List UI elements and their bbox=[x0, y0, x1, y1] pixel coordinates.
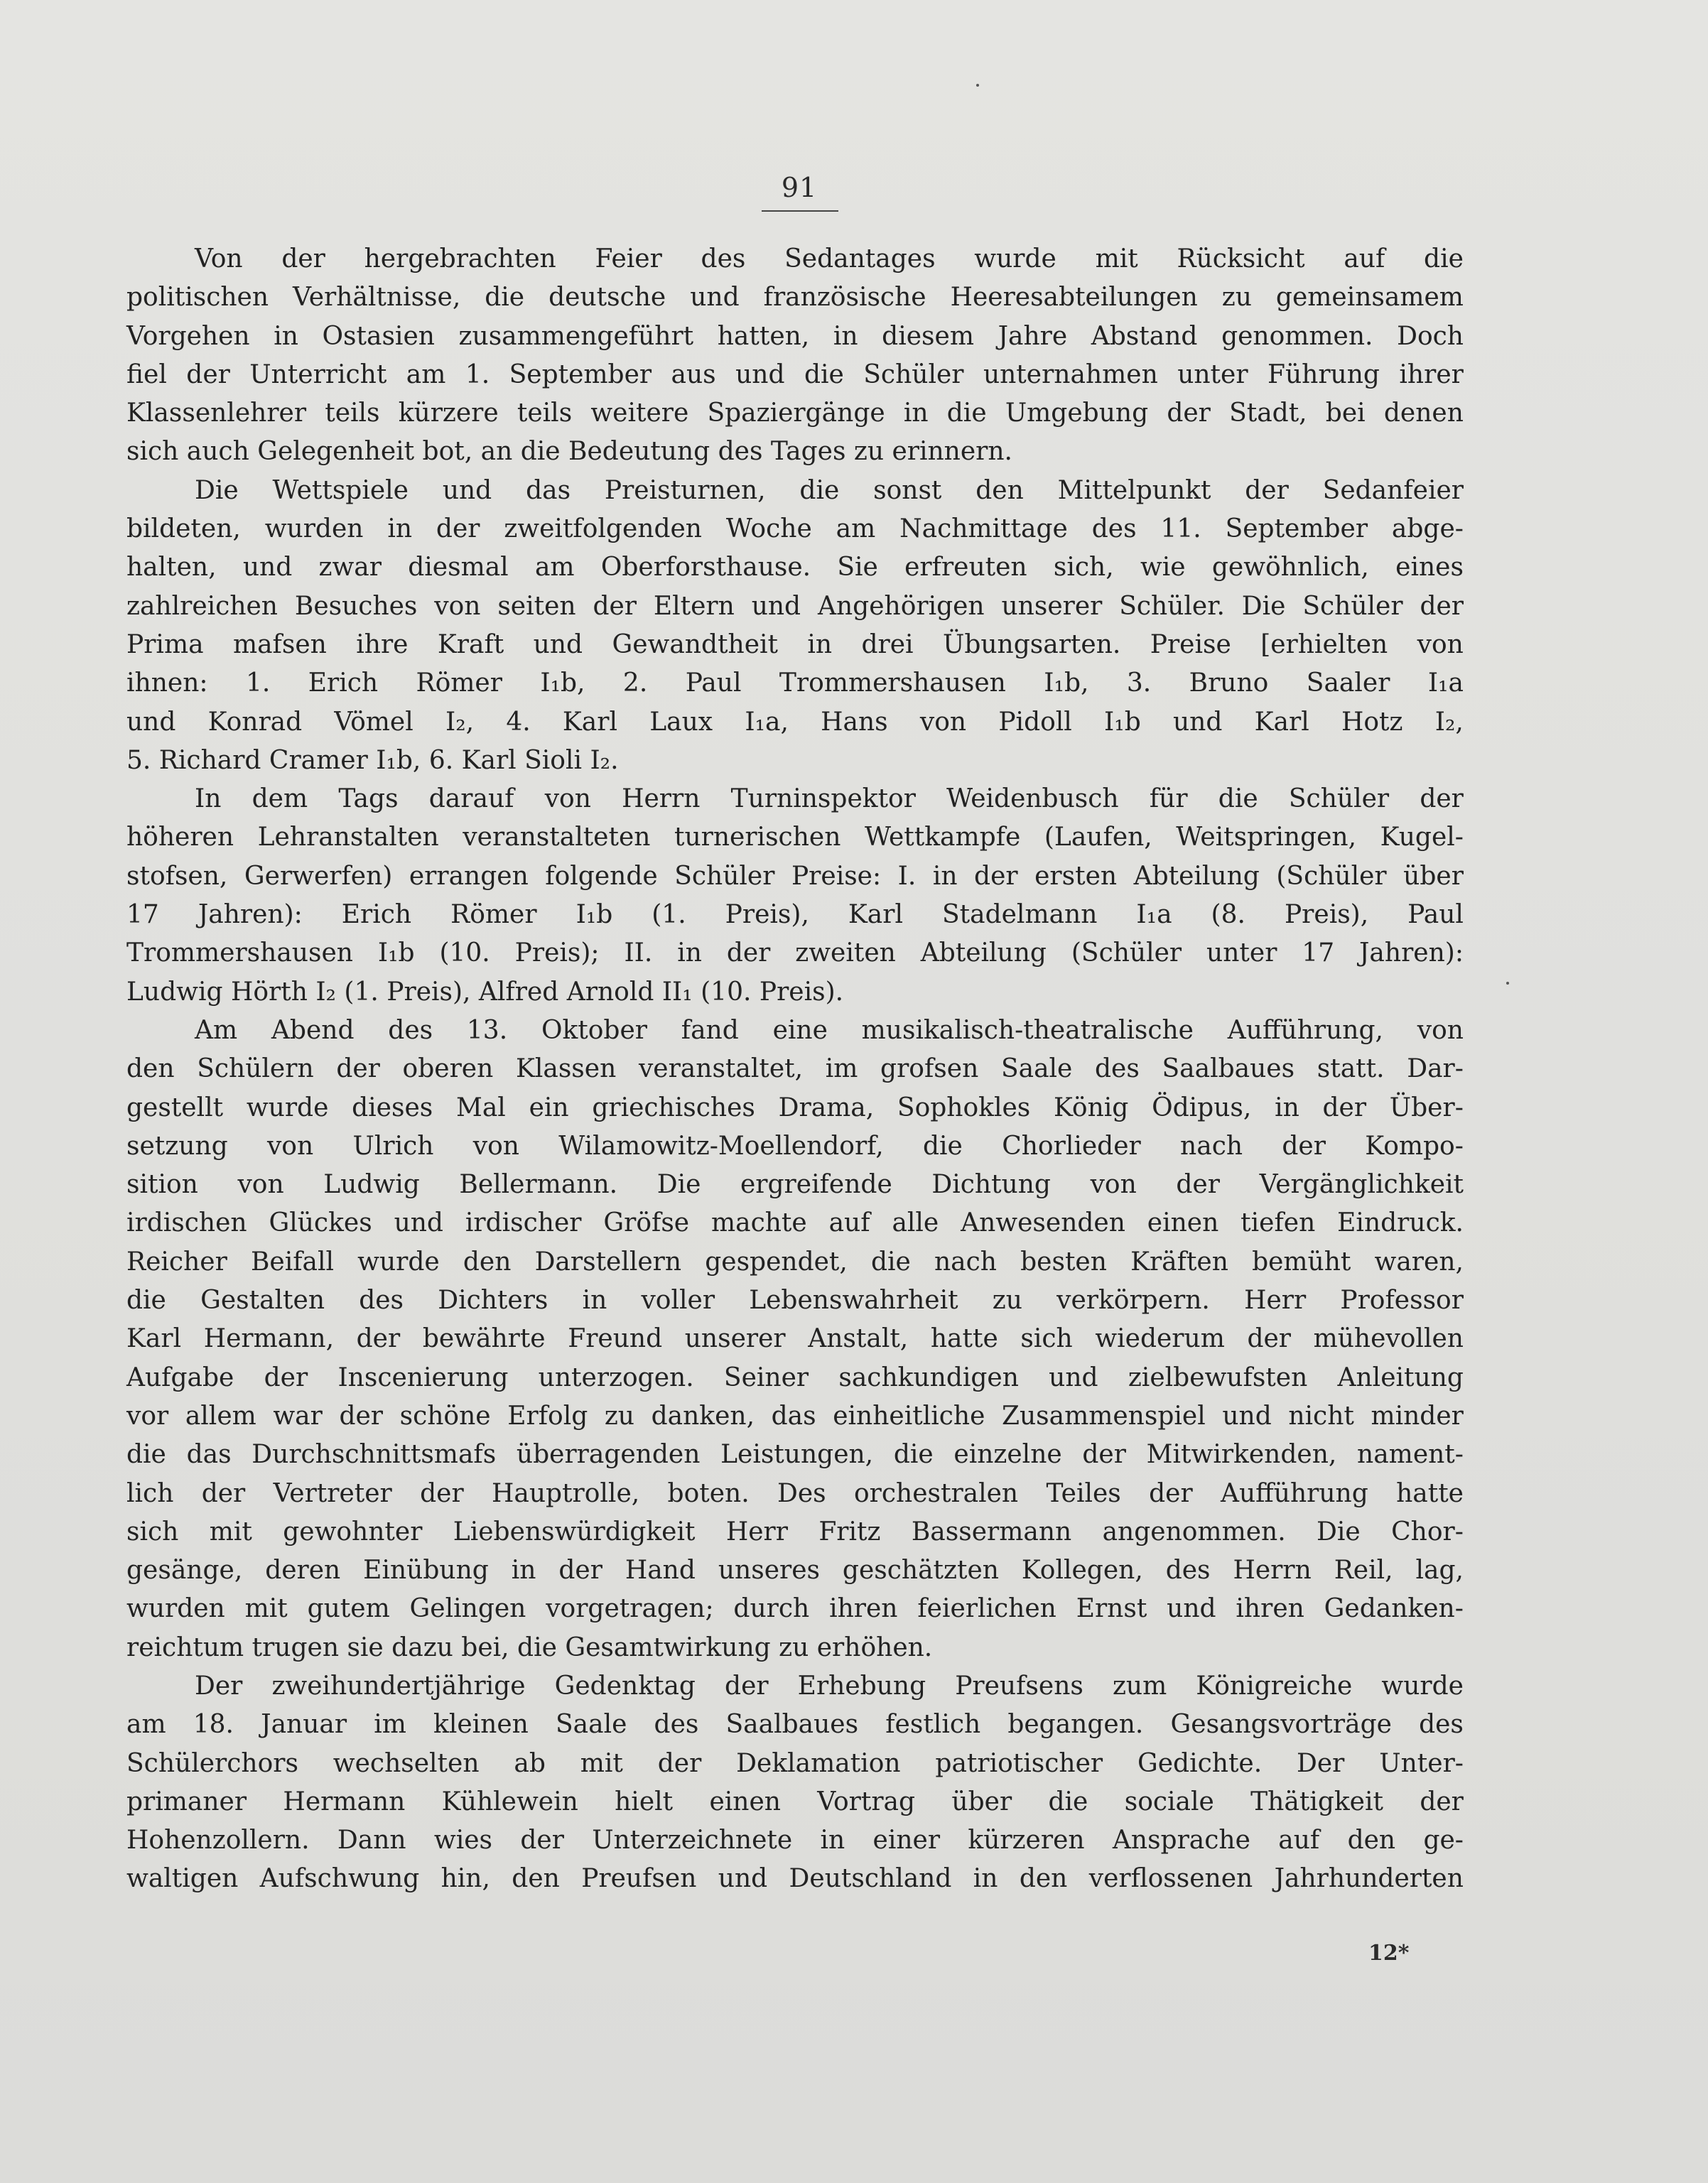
text-line: gesänge, deren Einübung in der Hand unseres geschätzten Kollegen, des Herrn Reil, lag, bbox=[126, 1556, 1464, 1586]
text-line: waltigen Aufschwung hin, den Preufsen und Deutschland in den verflossenen Jahrhunderten bbox=[126, 1864, 1464, 1894]
text-line: höheren Lehranstalten veranstalteten turnerischen Wettkampfe (Laufen, Weitspringen, Kugel- bbox=[126, 823, 1464, 852]
text-line: die das Durchschnittsmafs überragenden Leistungen, die einzelne der Mitwirkenden, nament- bbox=[126, 1440, 1464, 1470]
text-line: reichtum trugen sie dazu bei, die Gesamtwirkung zu erhöhen. bbox=[126, 1632, 933, 1662]
text-line: Klassenlehrer teils kürzere teils weitere Spaziergänge in die Umgebung der Stadt, bei denen bbox=[126, 399, 1464, 428]
text-line: zahlreichen Besuches von seiten der Eltern und Angehörigen unserer Schüler. Die Schüler der bbox=[126, 591, 1464, 621]
text-line: Karl Hermann, der bewährte Freund unserer Anstalt, hatte sich wiederum der mühevollen bbox=[126, 1324, 1464, 1354]
text-line: Ludwig Hörth I₂ (1. Preis), Alfred Arnold II₁ (10. Preis). bbox=[126, 977, 844, 1007]
text-line: Von der hergebrachten Feier des Sedantages wurde mit Rücksicht auf die bbox=[195, 244, 1464, 273]
text-line: Hohenzollern. Dann wies der Unterzeichnete in einer kürzeren Ansprache auf den ge- bbox=[126, 1826, 1464, 1856]
text-line: vor allem war der schöne Erfolg zu danken, das einheitliche Zusammenspiel und nicht minder bbox=[126, 1401, 1464, 1431]
text-line: Der zweihundertjährige Gedenktag der Erhebung Preufsens zum Königreiche wurde bbox=[195, 1671, 1464, 1701]
text-line: Trommershausen I₁b (10. Preis); II. in der zweiten Abteilung (Schüler unter 17 Jahren): bbox=[126, 938, 1464, 968]
scan-speck bbox=[976, 84, 979, 87]
text-line: die Gestalten des Dichters in voller Lebenswahrheit zu verkörpern. Herr Professor bbox=[126, 1286, 1464, 1316]
page-number-rule bbox=[762, 210, 838, 212]
text-line: und Konrad Vömel I₂, 4. Karl Laux I₁a, Hans von Pidoll I₁b und Karl Hotz I₂, bbox=[126, 707, 1464, 737]
text-line: halten, und zwar diesmal am Oberforsthause. Sie erfreuten sich, wie gewöhnlich, eines bbox=[126, 553, 1464, 583]
text-line: sition von Ludwig Bellermann. Die ergreifende Dichtung von der Vergänglichkeit bbox=[126, 1170, 1464, 1200]
text-line: Reicher Beifall wurde den Darstellern gespendet, die nach besten Kräften bemüht waren, bbox=[126, 1247, 1464, 1277]
text-line: Die Wettspiele und das Preisturnen, die sonst den Mittelpunkt der Sedanfeier bbox=[195, 475, 1464, 505]
text-line: In dem Tags darauf von Herrn Turninspektor Weidenbusch für die Schüler der bbox=[195, 784, 1464, 814]
scan-speck bbox=[1506, 982, 1509, 985]
text-line: am 18. Januar im kleinen Saale des Saalbaues festlich begangen. Gesangsvorträge des bbox=[126, 1710, 1464, 1740]
text-line: den Schülern der oberen Klassen veranstaltet, im grofsen Saale des Saalbaues statt. Dar- bbox=[126, 1054, 1464, 1084]
text-line: politischen Verhältnisse, die deutsche und französische Heeresabteilungen zu gemeinsamem bbox=[126, 283, 1464, 313]
text-line: irdischen Glückes und irdischer Gröfse machte auf alle Anwesenden einen tiefen Eindruck. bbox=[126, 1208, 1464, 1238]
text-line: bildeten, wurden in der zweitfolgenden Woche am Nachmittage des 11. September abge- bbox=[126, 514, 1464, 544]
text-line: stofsen, Gerwerfen) errangen folgende Schüler Preise: I. in der ersten Abteilung (Schüler über bbox=[126, 861, 1464, 891]
text-line: sich mit gewohnter Liebenswürdigkeit Herr Fritz Bassermann angenommen. Die Chor- bbox=[126, 1517, 1464, 1546]
text-line: primaner Hermann Kühlewein hielt einen Vortrag über die sociale Thätigkeit der bbox=[126, 1787, 1464, 1816]
text-line: ihnen: 1. Erich Römer I₁b, 2. Paul Trommershausen I₁b, 3. Bruno Saaler I₁a bbox=[126, 668, 1464, 698]
text-line: wurden mit gutem Gelingen vorgetragen; durch ihren feierlichen Ernst und ihren Gedanken- bbox=[126, 1594, 1464, 1624]
text-line: 17 Jahren): Erich Römer I₁b (1. Preis), Karl Stadelmann I₁a (8. Preis), Paul bbox=[126, 900, 1464, 930]
text-line: 5. Richard Cramer I₁b, 6. Karl Sioli I₂. bbox=[126, 745, 619, 775]
text-line: sich auch Gelegenheit bot, an die Bedeutung des Tages zu erinnern. bbox=[126, 437, 1012, 467]
page-number: 91 bbox=[781, 172, 818, 203]
text-line: fiel der Unterricht am 1. September aus und die Schüler unternahmen unter Führung ihrer bbox=[126, 359, 1464, 389]
text-line: Vorgehen in Ostasien zusammengeführt hatten, in diesem Jahre Abstand genommen. Doch bbox=[126, 321, 1464, 351]
text-line: Schülerchors wechselten ab mit der Deklamation patriotischer Gedichte. Der Unter- bbox=[126, 1748, 1464, 1778]
text-line: Prima mafsen ihre Kraft und Gewandtheit in drei Übungsarten. Preise [erhielten von bbox=[126, 629, 1464, 659]
text-line: Aufgabe der Inscenierung unterzogen. Seiner sachkundigen und zielbewufsten Anleitung bbox=[126, 1363, 1464, 1392]
text-line: gestellt wurde dieses Mal ein griechisches Drama, Sophokles König Ödipus, in der Über- bbox=[126, 1093, 1464, 1122]
signature-mark: 12* bbox=[1368, 1941, 1410, 1966]
text-line: Am Abend des 13. Oktober fand eine musikalisch-theatralische Aufführung, von bbox=[195, 1015, 1464, 1045]
text-line: lich der Vertreter der Hauptrolle, boten. Des orchestralen Teiles der Aufführung hatte bbox=[126, 1478, 1464, 1508]
text-line: setzung von Ulrich von Wilamowitz-Moellendorf, die Chorlieder nach der Kompo- bbox=[126, 1131, 1464, 1161]
body-text bbox=[126, 240, 1464, 1899]
